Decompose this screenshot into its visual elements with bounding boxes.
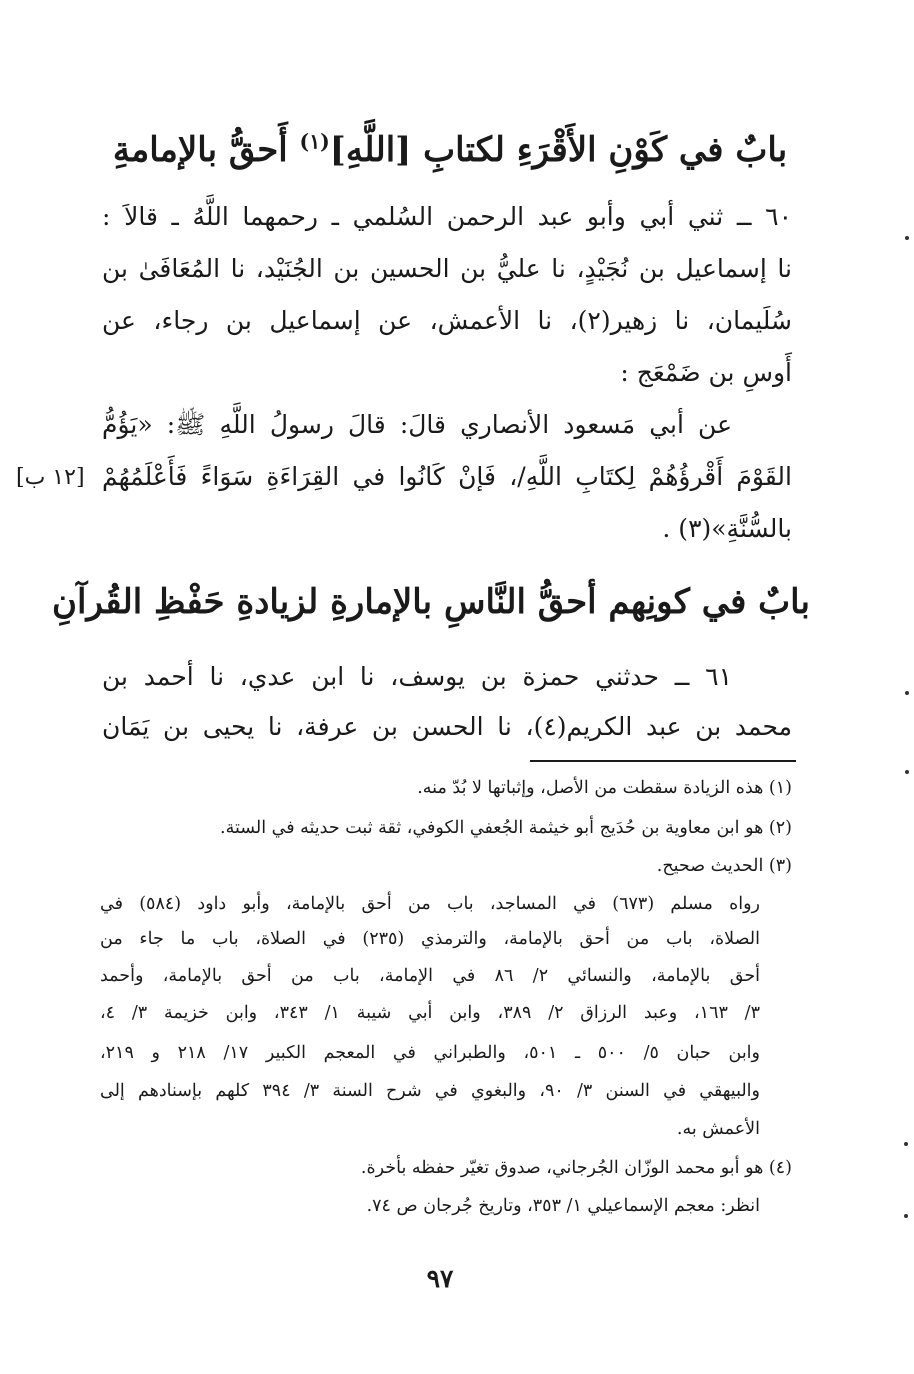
para-60-line-1: ٦٠ ــ ثني أبي وأبو عبد الرحمن السُلمي ـ رحمهما اللَّهُ ـ قالاَ : (102, 202, 792, 231)
scan-speck (904, 1214, 908, 1218)
footnote-3-line-3: أحق بالإمامة، والنسائي ٢/ ٨٦ في الإمامة، باب من أحق بالإمامة، وأحمد (100, 966, 760, 986)
hadith-60-line-3: بالسُّنَّةِ»(٣) . (662, 514, 792, 543)
footnote-3-line-2: الصلاة، باب من أحق بالإمامة، والترمذي (٢٣٥) في الصلاة، باب ما جاء من (100, 929, 760, 949)
chapter-heading-2: بابٌ في كونِهم أحقُّ النَّاسِ بالإمارةِ لزيادةِ حَفْظِ القُرآنِ (52, 582, 810, 622)
para-60-line-4: أَوسِ بن ضَمْعَج : (620, 358, 792, 387)
footnote-3-line-6: والبيهقي في السنن ٣/ ٩٠، والبغوي في شرح السنة ٣/ ٣٩٤ كلهم بإسنادهم إلى (100, 1081, 760, 1101)
footnote-4-line: انظر: معجم الإسماعيلي ١/ ٣٥٣، وتاريخ جُرجان ص ٧٤. (366, 1196, 760, 1216)
footnote-3-head: (٣) الحديث صحيح. (656, 856, 792, 876)
para-61-line-1: ٦١ ــ حدثني حمزة بن يوسف، نا ابن عدي، نا أحمد بن (102, 662, 732, 691)
page-number: ٩٧ (426, 1264, 454, 1293)
scan-speck (904, 1142, 908, 1146)
para-60-line-2: نا إسماعيل بن نُجَيْدٍ، نا عليُّ بن الحسين بن الجُنَيْد، نا المُعَافَىٰ بن (102, 254, 792, 283)
footnote-3-line-5: وابن حبان ٥/ ٥٠٠ ـ ٥٠١، والطبراني في المعجم الكبير ١٧/ ٢١٨ و ٢١٩، (100, 1043, 760, 1063)
scan-speck (905, 236, 909, 240)
chapter-heading-1-pre: بابٌ في كَوْنِ الأَقْرَءِ لكتابِ [اللَّهِ] (329, 130, 788, 170)
manuscript-folio-note: [١٢ ب] (16, 465, 85, 490)
footnote-separator (530, 760, 796, 762)
hadith-60-line-2: القَوْمَ أَقْرؤُهُمْ لِكتَابِ اللَّهِ/، فَإنْ كَانُوا في القِرَاءَةِ سَوَاءً فَأَعْلَمُهُمْ (102, 462, 792, 491)
footnote-3-line-1: رواه مسلم (٦٧٣) في المساجد، باب من أحق بالإمامة، وأبو داود (٥٨٤) في (100, 894, 761, 914)
footnote-3-line-4: ٣/ ١٦٣، وعبد الرزاق ٢/ ٣٨٩، وابن أبي شيبة ١/ ٣٤٣، وابن خزيمة ٣/ ٤، (100, 1003, 760, 1023)
footnote-ref-1: (١) (299, 129, 330, 154)
scan-speck (905, 770, 909, 774)
chapter-heading-1-post: أَحقُّ بالإمامةِ (112, 130, 300, 170)
scan-speck (905, 691, 909, 695)
footnote-4-head: (٤) هو أبو محمد الوزّان الجُرجاني، صدوق تغيّر حفظه بأخرة. (360, 1158, 792, 1178)
footnote-1: (١) هذه الزيادة سقطت من الأصل، وإثباتها لا بُدّ منه. (417, 778, 792, 798)
para-61-line-2: محمد بن عبد الكريم(٤)، نا الحسن بن عرفة، نا يحيى بن يَمَان (102, 712, 792, 741)
chapter-heading-1 (90, 128, 810, 172)
footnote-2: (٢) هو ابن معاوية بن حُدَيج أبو خيثمة الجُعفي الكوفي، ثقة ثبت حديثه في الستة. (220, 818, 792, 838)
footnote-3-line-7: الأعمش به. (676, 1119, 760, 1139)
para-60-line-3: سُلَيمان، نا زهير(٢)، نا الأعمش، عن إسماعيل بن رجاء، عن (102, 306, 792, 335)
hadith-60-line-1: عن أبي مَسعود الأنصاري قالَ: قالَ رسولُ اللَّهِ ﷺ: «يَؤُمُّ (102, 410, 732, 439)
